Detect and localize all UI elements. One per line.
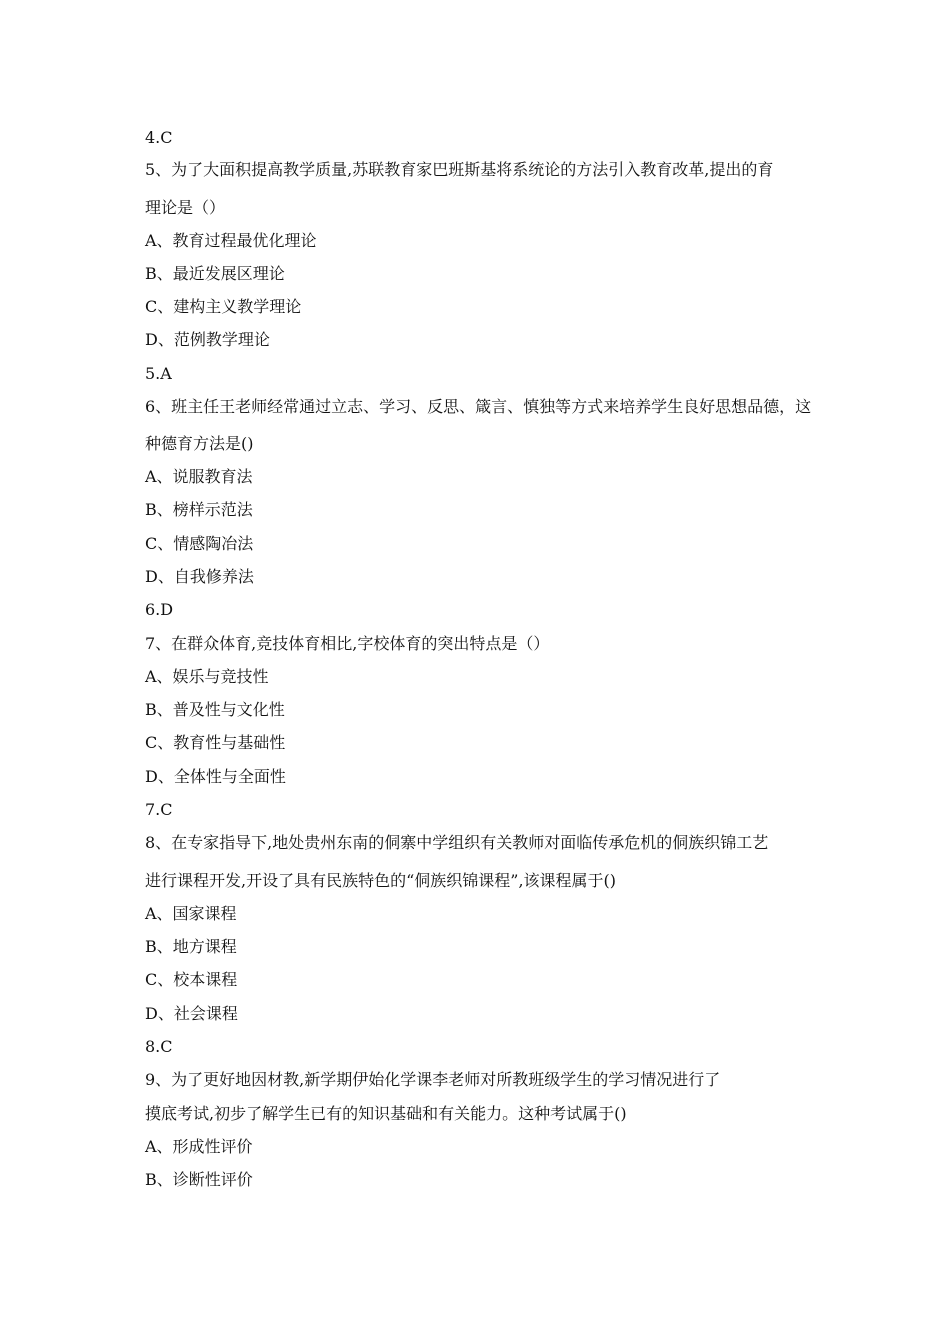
question-5-stem-line-1: 5、为了大面积提高教学质量,苏联教育家巴班斯基将系统论的方法引入教育改革,提出的育 xyxy=(145,160,774,179)
question-9-stem-line-1: 9、为了更好地因材教,新学期伊始化学课李老师对所教班级学生的学习情况进行了 xyxy=(145,1070,721,1089)
question-6-stem-line-2: 种德育方法是() xyxy=(145,434,254,453)
question-5-option-d: D、范例教学理论 xyxy=(145,330,270,349)
question-7-stem: 7、在群众体育,竞技体育相比,字校体育的突出特点是（） xyxy=(145,634,550,653)
question-9-stem-line-2: 摸底考试,初步了解学生已有的知识基础和有关能力。这种考试属于() xyxy=(145,1104,627,1123)
answer-line-5: 5.A xyxy=(145,364,172,383)
answer-line-4: 4.C xyxy=(145,128,173,147)
question-6-option-c: C、情感陶冶法 xyxy=(145,534,254,553)
question-7-option-d: D、全体性与全面性 xyxy=(145,767,286,786)
question-8-option-a: A、国家课程 xyxy=(145,904,237,923)
answer-line-6: 6.D xyxy=(145,600,174,619)
question-7-option-a: A、娱乐与竞技性 xyxy=(145,667,269,686)
question-6-option-a: A、说服教育法 xyxy=(145,467,253,486)
question-8-option-c: C、校本课程 xyxy=(145,970,238,989)
question-9-option-b: B、诊断性评价 xyxy=(145,1170,253,1189)
question-6-option-d: D、自我修养法 xyxy=(145,567,254,586)
question-5-option-c: C、建构主义教学理论 xyxy=(145,297,302,316)
question-6-option-b: B、榜样示范法 xyxy=(145,500,253,519)
question-9-option-a: A、形成性评价 xyxy=(145,1137,253,1156)
question-8-stem-line-2: 进行课程开发,开设了具有民族特色的“侗族织锦课程”,该课程属于() xyxy=(145,871,617,890)
question-6-stem-line-1: 6、班主任王老师经常通过立志、学习、反思、箴言、慎独等方式来培养学生良好思想品德，这 xyxy=(145,397,812,416)
question-8-option-d: D、社会课程 xyxy=(145,1004,238,1023)
question-5-option-b: B、最近发展区理论 xyxy=(145,264,285,283)
question-7-option-b: B、普及性与文化性 xyxy=(145,700,285,719)
question-5-option-a: A、教育过程最优化理论 xyxy=(145,231,317,250)
answer-line-8: 8.C xyxy=(145,1037,173,1056)
question-8-option-b: B、地方课程 xyxy=(145,937,237,956)
answer-line-7: 7.C xyxy=(145,800,173,819)
question-5-stem-line-2: 理论是（） xyxy=(145,198,226,217)
question-7-option-c: C、教育性与基础性 xyxy=(145,733,286,752)
question-8-stem-line-1: 8、在专家指导下,地处贵州东南的侗寨中学组织有关教师对面临传承危机的侗族织锦工艺 xyxy=(145,833,769,852)
